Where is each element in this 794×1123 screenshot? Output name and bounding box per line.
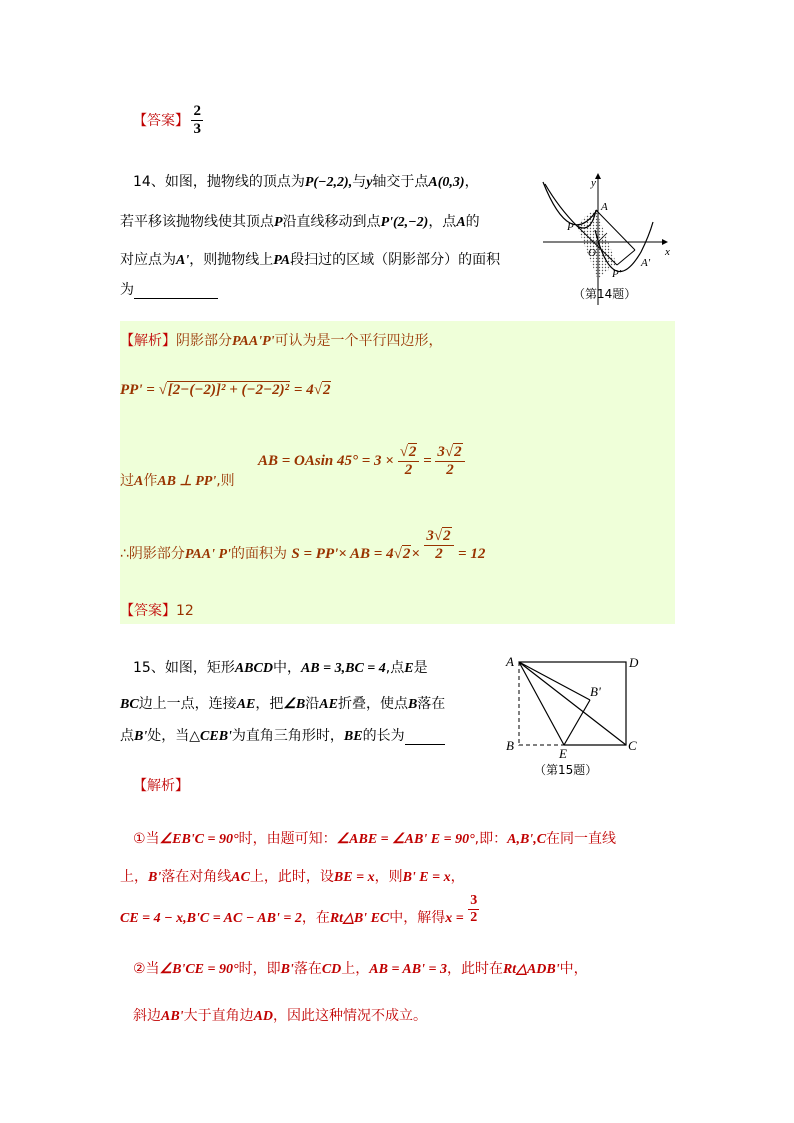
answer-blank — [134, 282, 218, 299]
q13-answer — [133, 103, 203, 139]
q14-figure — [535, 170, 675, 310]
q14-line-2: 若平移该抛物线使其顶点P沿直线移动到点P'(2,−2)，点A的 — [120, 214, 480, 230]
fig-label-a-prime: A' — [641, 257, 651, 269]
fig-label-a: A — [601, 201, 608, 213]
fig-label-b: B — [506, 738, 514, 753]
fig-label-o: O — [588, 247, 596, 259]
q15-figure — [502, 650, 652, 780]
fig-label-y: y — [591, 177, 596, 189]
q14-solution-line-1: 【解析】阴影部分PAA'P'可认为是一个平行四边形， — [120, 333, 443, 349]
q15-line-1: 15、如图，矩形ABCD中，AB = 3,BC = 4,点E是 — [133, 660, 428, 676]
q14-solution-line-4: ∴阴影部分PAA' P'的面积为 S = PP'× AB = 4√2× $\frac{3√2}{2}$ = 12 — [120, 528, 486, 563]
q14-figure-caption: （第14题） — [573, 287, 637, 301]
q15-figure-caption: （第15题） — [534, 763, 598, 777]
answer-blank — [405, 728, 445, 745]
q14-line-3: 对应点为A'，则抛物线上PA段扫过的区域（阴影部分）的面积 — [120, 252, 501, 268]
diagonal-ac — [519, 662, 626, 745]
fig-label-a: A — [506, 654, 514, 669]
q15-case-2-line-2: 斜边AB'大于直角边AD，因此这种情况不成立。 — [133, 1008, 428, 1024]
fig-label-p: P — [567, 221, 574, 233]
fig-label-d: D — [629, 655, 639, 670]
fig-label-b-prime: B' — [590, 684, 601, 699]
q15-case-1-line-2: 上，B'落在对角线AC上，此时，设BE = x，则B' E = x， — [120, 869, 465, 885]
q14-answer: 【答案】12 — [120, 603, 194, 619]
q14-solution-ab: AB = OAsin 45° = 3 × $\frac{√2}{2}$ = $\frac{3√2}{2}$ — [258, 444, 465, 480]
q15-case-1-line-3: CE = 4 − x,B'C = AC − AB' = 2，在Rt△B' EC中，解得x = $\frac{3}{2}$ — [120, 893, 478, 926]
q14-solution-pp: PP' = √[2−(−2)]² + (−2−2)² = 4√2 — [120, 382, 331, 398]
q15-case-1-line-1: ①当∠EB'C = 90°时，由题可知：∠ABE = ∠AB' E = 90°,即：A,B',C在同一直线 — [133, 831, 617, 847]
fig-label-x: x — [665, 246, 670, 258]
q15-line-3: 点B'处，当△CEB'为直角三角形时，BE的长为 — [120, 725, 445, 745]
q14-line-1: 14、如图，抛物线的顶点为P(−2,2),与y轴交于点A(0,3)， — [133, 174, 479, 190]
q15-line-2: BC边上一点，连接AE，把∠B沿AE折叠，使点B落在 — [120, 696, 446, 712]
answer-label: 【答案】 — [133, 112, 189, 129]
q15-case-2-line-1: ②当∠B'CE = 90°时，即B'落在CD上，AB = AB' = 3，此时在Rt△ADB'中， — [133, 961, 588, 977]
q15-analysis-label: 【解析】 — [133, 778, 189, 794]
fig-label-p-prime: P' — [612, 268, 622, 280]
q14-line-4: 为 — [120, 279, 218, 299]
q14-solution-line-3: 过A作AB ⊥ PP',则 — [120, 473, 235, 489]
fig-label-e: E — [559, 746, 567, 761]
answer-fraction: $\frac{2}{3}$ — [193, 103, 201, 138]
fig-label-c: C — [628, 738, 637, 753]
